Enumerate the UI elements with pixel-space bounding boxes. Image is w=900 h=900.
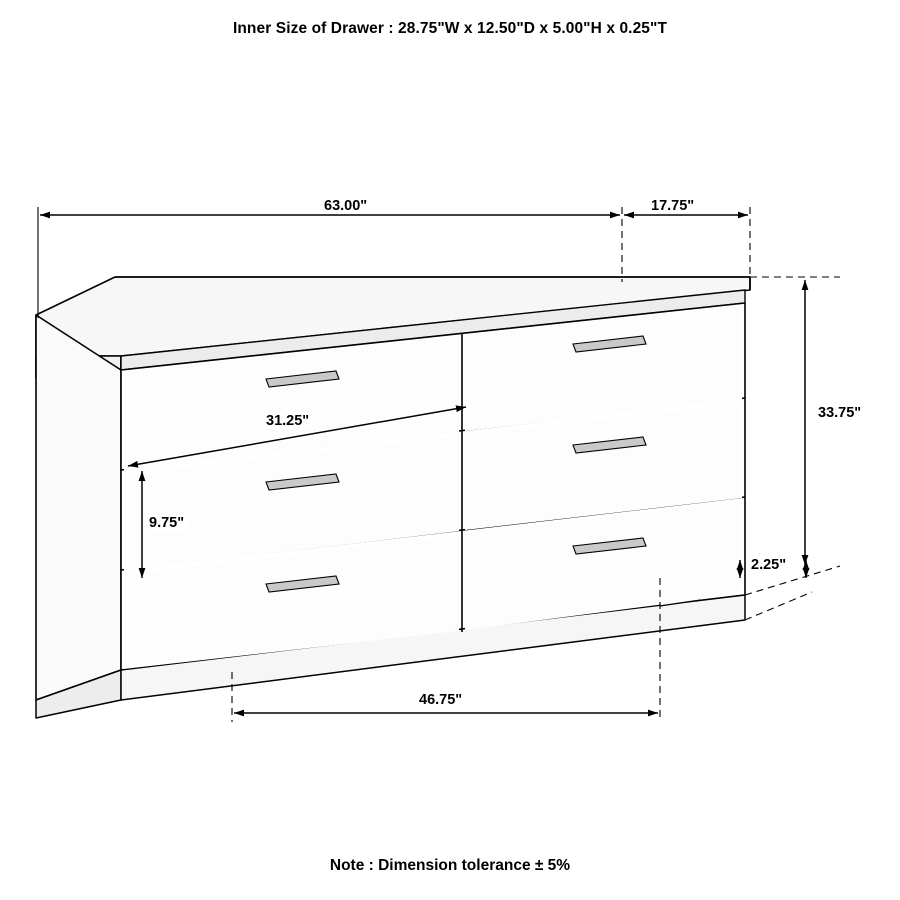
dim-label-height-overall: 33.75" [815,405,864,421]
tolerance-note: Note : Dimension tolerance ± 5% [329,857,571,874]
dim-label-base-height: 2.25" [748,557,789,573]
dim-label-drawer-height: 9.75" [146,515,187,531]
dim-label-width-overall: 63.00" [321,198,370,214]
dim-label-base-width: 46.75" [416,692,465,708]
dim-label-drawer-width: 31.25" [263,413,312,429]
page-title: Inner Size of Drawer : 28.75"W x 12.50"D x 5.00"H x 0.25"T [232,20,668,37]
dim-label-depth-top: 17.75" [648,198,697,214]
